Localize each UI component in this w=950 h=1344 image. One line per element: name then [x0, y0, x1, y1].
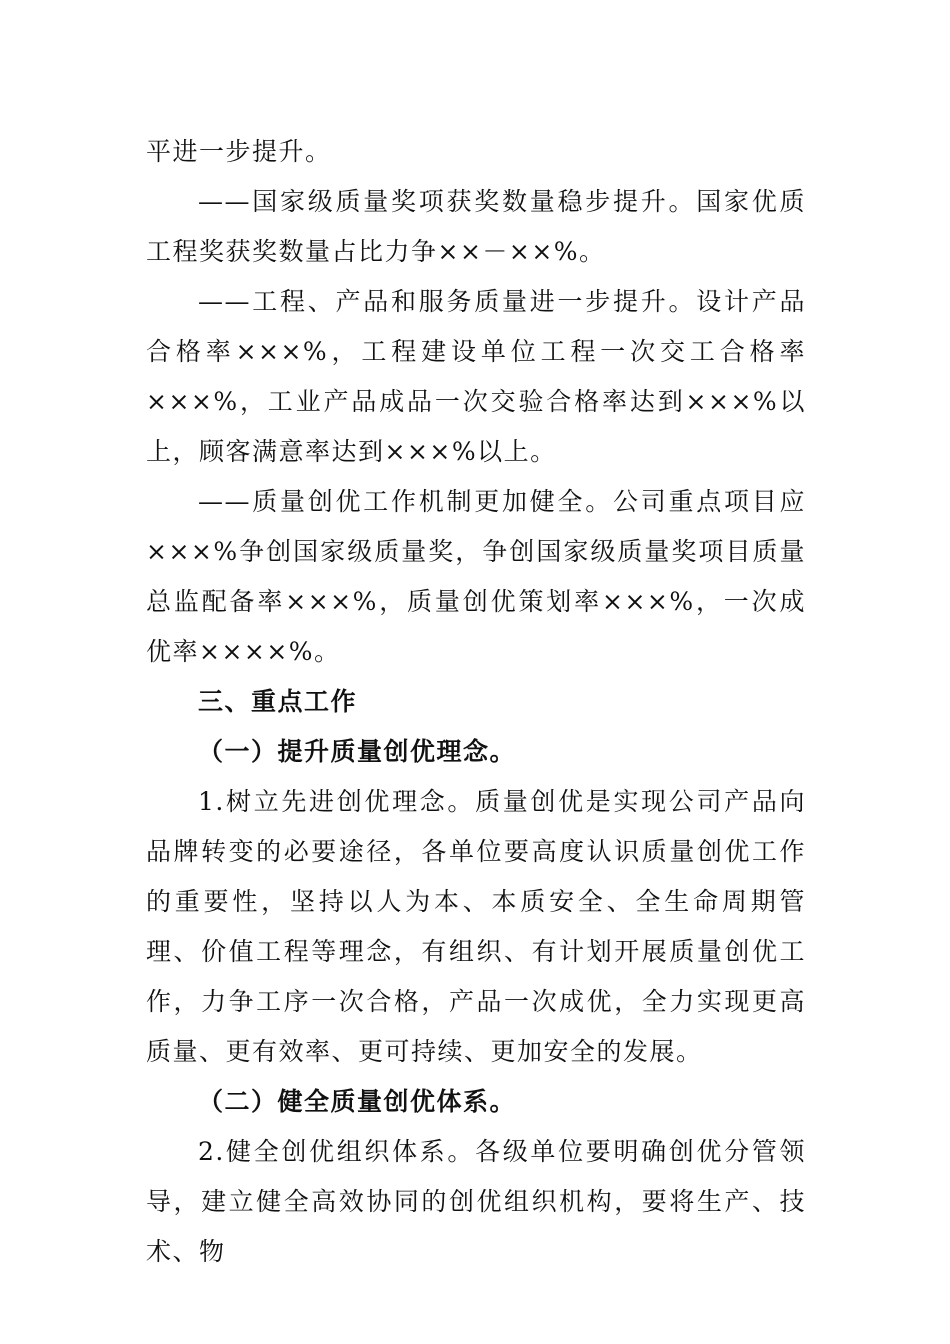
document-body [146, 127, 806, 1277]
paragraph-national-award-target: ——国家级质量奖项获奖数量稳步提升。国家优质工程奖获奖数量占比力争××－××%。 [146, 187, 806, 266]
paragraph-continuation: 平进一步提升。 [146, 137, 332, 166]
paragraph-mechanism-target: ——质量创优工作机制更加健全。公司重点项目应×××%争创国家级质量奖，争创国家级质量奖项目质量总监配备率×××%，质量创优策划率×××%，一次成优率××××%。 [146, 487, 806, 666]
paragraph-item-2: 2.健全创优组织体系。各级单位要明确创优分管领导，建立健全高效协同的创优组织机构，要将生产、技术、物 [146, 1137, 806, 1266]
subsection-heading-concept: （一）提升质量创优理念。 [198, 737, 517, 766]
subsection-heading-system: （二）健全质量创优体系。 [198, 1087, 517, 1116]
paragraph-item-1: 1.树立先进创优理念。质量创优是实现公司产品向品牌转变的必要途径，各单位要高度认识质量创优工作的重要性，坚持以人为本、本质安全、全生命周期管理、价值工程等理念，有组织、有计划开展质量创优工作，力争工序一次合格，产品一次成优，全力实现更高质量、更有效率、更可持续、更加安全的发展。 [146, 787, 806, 1066]
paragraph-quality-rates-target: ——工程、产品和服务质量进一步提升。设计产品合格率×××%，工程建设单位工程一次交工合格率×××%，工业产品成品一次交验合格率达到×××%以上，顾客满意率达到×××%以上。 [146, 287, 806, 466]
section-heading-key-work: 三、重点工作 [198, 687, 358, 716]
